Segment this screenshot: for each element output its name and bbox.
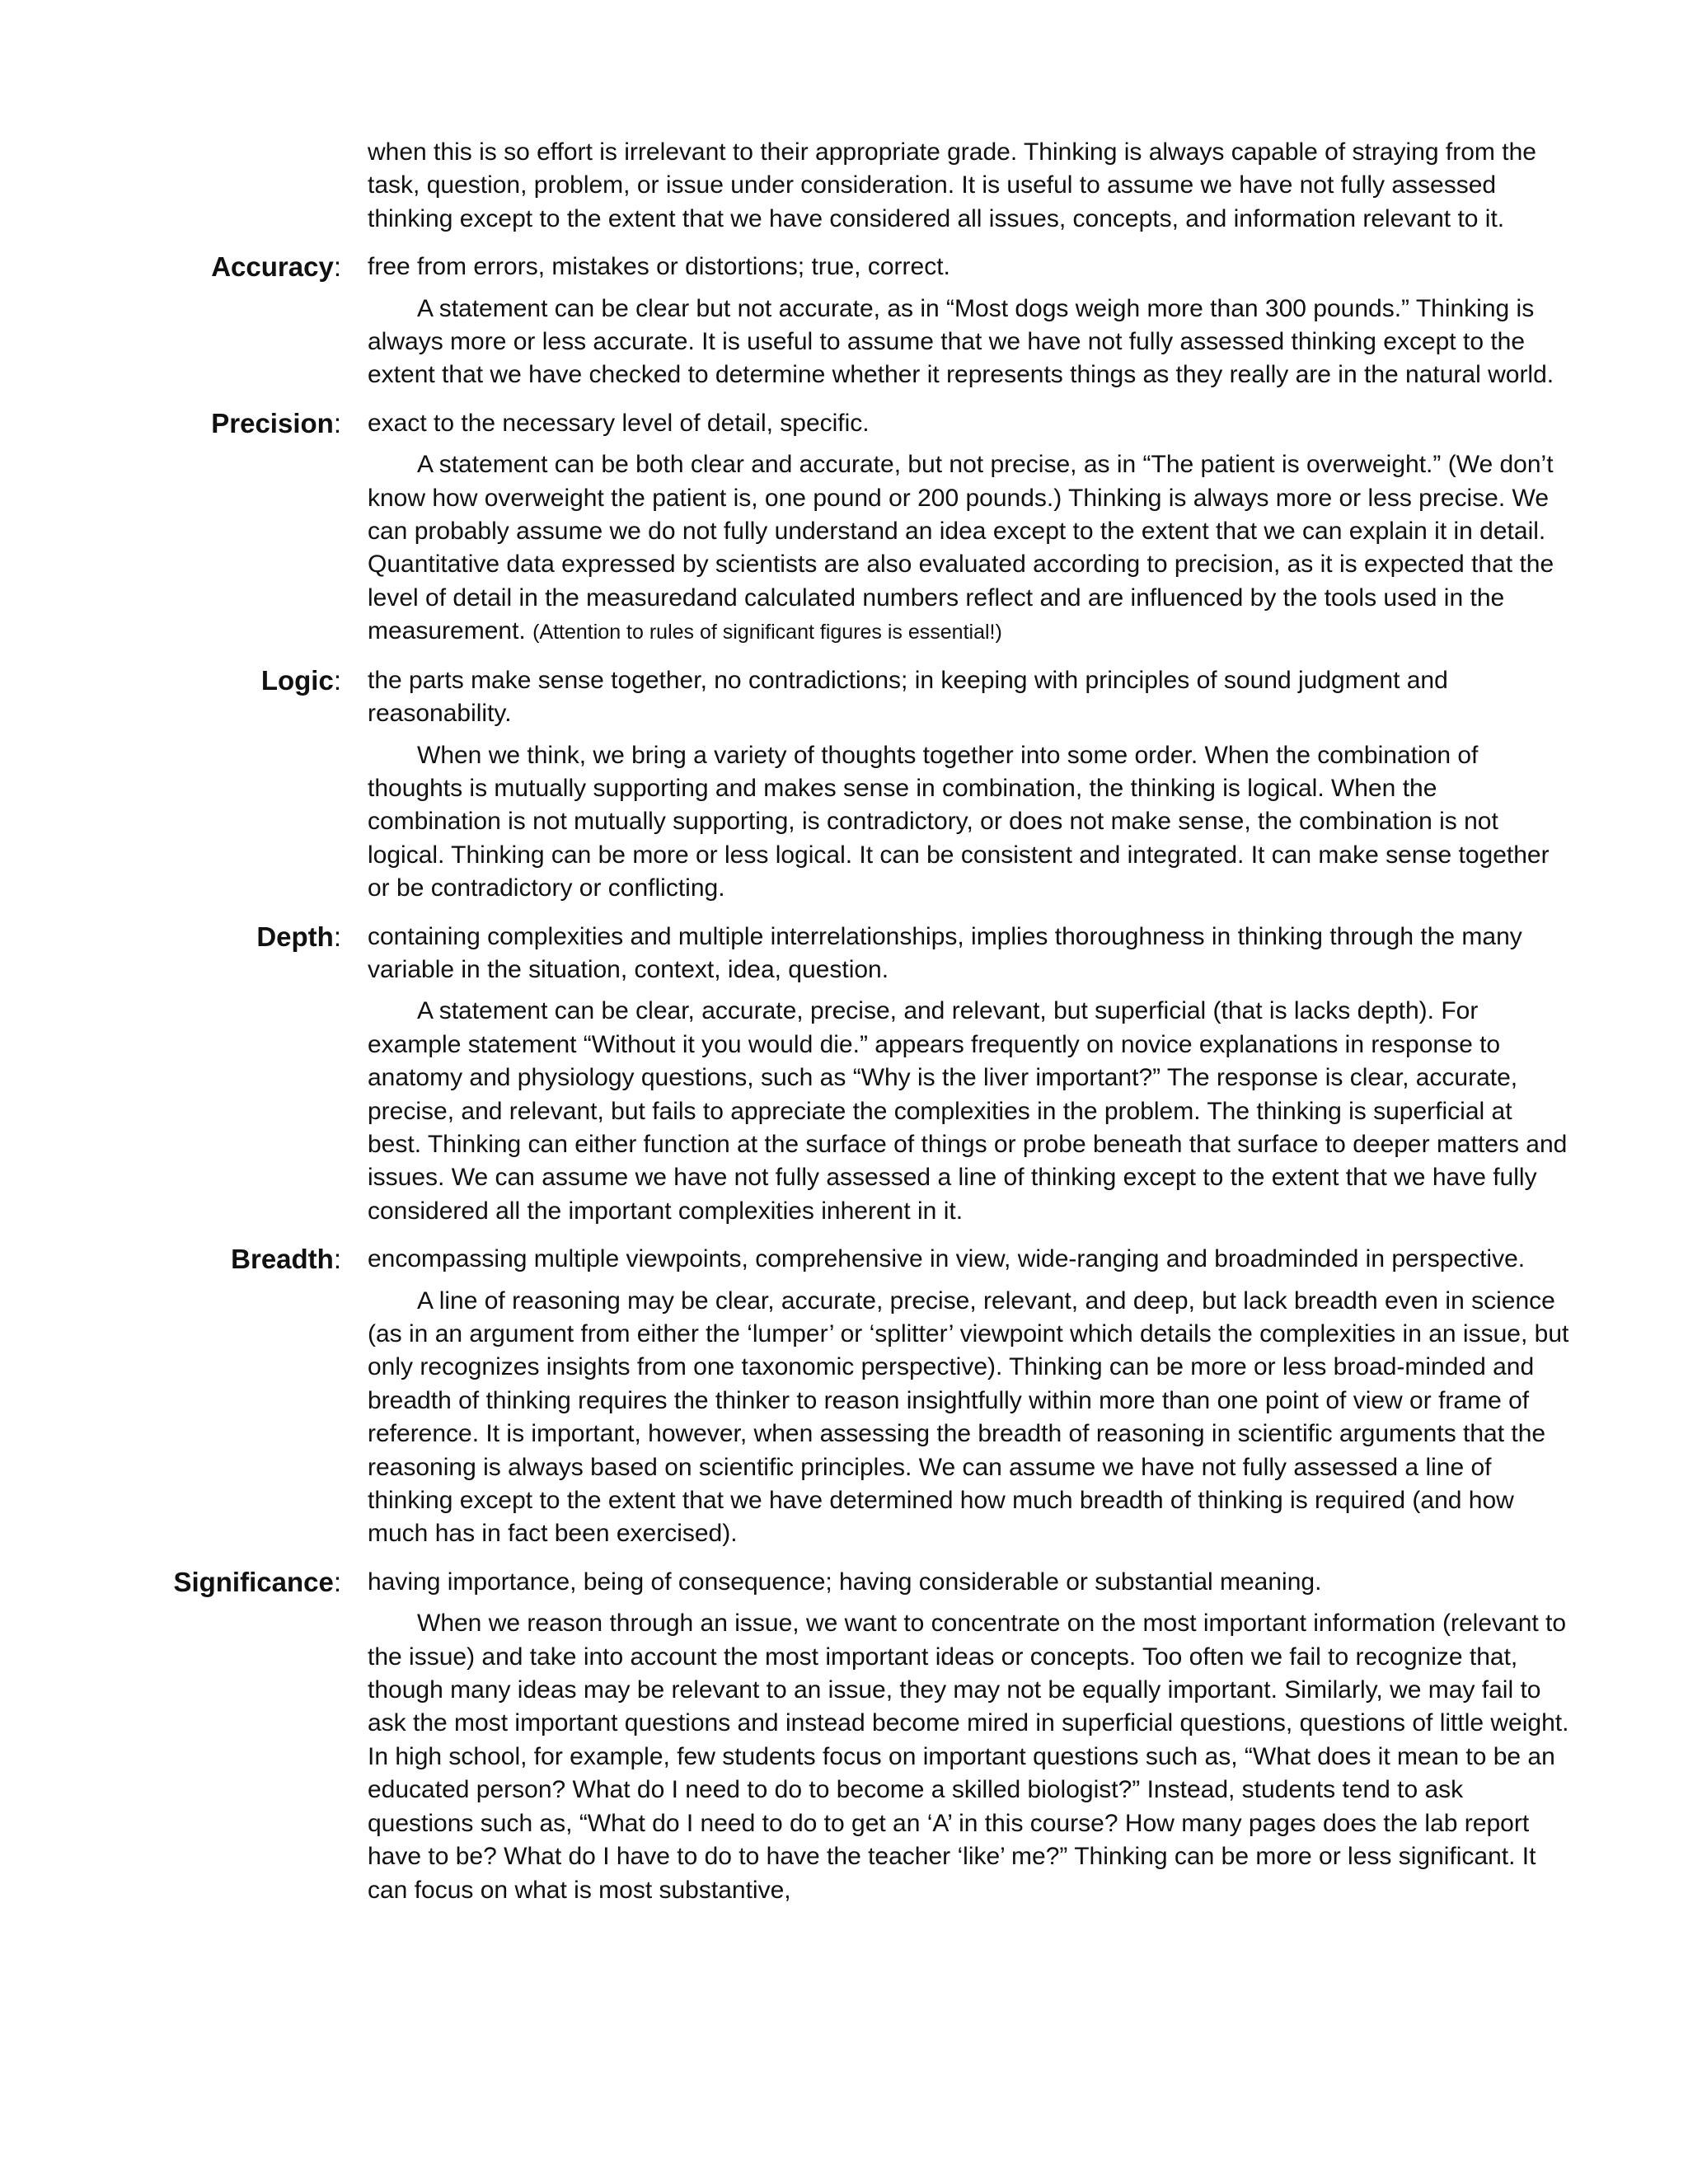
term-body: When we think, we bring a variety of thoughts together into some order. When the combination of thoughts is mutually supporting and makes sense in combination, the thinking is logical. When the combination is not mutually supporting, is contradictory, or does not make sense, the combination is not logical. Thinking can be more or less logical. It can be consistent and integrated. It can make sense together or be contradictory or conflicting. — [368, 741, 1550, 902]
term-definition: exact to the necessary level of detail, specific. — [368, 409, 870, 437]
term-definition: the parts make sense together, no contradictions; in keeping with principles of sound judgment and reasonability. — [368, 666, 1448, 728]
term-definition: encompassing multiple viewpoints, comprehensive in view, wide-ranging and broadminded in perspective. — [368, 1245, 1526, 1273]
document-content — [0, 136, 1688, 1907]
entry-significance — [0, 1566, 1688, 1907]
term-label: Precision: — [211, 407, 341, 438]
term-body: A line of reasoning may be clear, accurate, precise, relevant, and deep, but lack breadth even in science (as in an argument from either the ‘lumper’ or ‘splitter’ viewpoint which details the complexities in an issue, but only recognizes insights from one taxonomic perspective). Thinking can be more or less broad-minded and breadth of thinking requires the thinker to reason insightfully within more than one point of view or frame of reference. It is important, however, when assessing the breadth of reasoning in scientific arguments that the reasoning is always based on scientific principles. We can assume we have not fully assessed a line of thinking except to the extent that we have determined how much breadth of thinking is required (and how much has in fact been exercised). — [368, 1286, 1569, 1548]
term-definition: having importance, being of consequence; having considerable or substantial meaning. — [368, 1568, 1322, 1596]
term-definition: free from errors, mistakes or distortions; true, correct. — [368, 253, 950, 281]
term-row — [0, 251, 1688, 284]
entry-precision — [0, 407, 1688, 649]
intro-paragraph: when this is so effort is irrelevant to their appropriate grade. Thinking is always capable of straying from the task, question, problem, or issue under consideration. It is useful to assume we have not fully assessed thinking except to the extent that we have considered all issues, concepts, and information relevant to it. — [368, 138, 1536, 232]
entry-accuracy — [0, 251, 1688, 392]
term-body: When we reason through an issue, we want to concentrate on the most important information (relevant to the issue) and take into account the most important ideas or concepts. Too often we fail to recognize that, though many ideas may be relevant to an issue, they may not be equally important. Similarly, we may fail to ask the most important questions and instead become mired in superficial questions, questions of little weight. In high school, for example, few students focus on important questions such as, “What does it mean to be an educated person? What do I need to do to become a skilled biologist?” Instead, students tend to ask questions such as, “What do I need to do to get an ‘A’ in this course? How many pages does the lab report have to be? What do I have to do to have the teacher ‘like’ me?” Thinking can be more or less significant. It can focus on what is most substantive, — [368, 1610, 1569, 1904]
term-body-text: A statement can be both clear and accurate, but not precise, as in “The patient is overweight.” (We don’t know how overweight the patient is, one pound or 200 pounds.) Thinking is always more or less precise. We can probably assume we do not fully understand an idea except to the extent that we can explain it in detail. Quantitative data expressed by scientists are also evaluated according to precision, as it is expected that the level of detail in the measuredand calculated numbers reflect and are influenced by the tools used in the measurement. — [368, 451, 1554, 645]
term-row — [0, 921, 1688, 987]
entry-logic — [0, 664, 1688, 906]
term-note: (Attention to rules of significant figures is essential!) — [532, 621, 1002, 644]
entry-breadth — [0, 1243, 1688, 1551]
term-label: Significance: — [173, 1566, 341, 1597]
intro-section — [0, 136, 1688, 236]
term-label: Breadth: — [231, 1244, 341, 1275]
term-label: Accuracy: — [211, 251, 341, 283]
term-label: Depth: — [256, 921, 341, 952]
term-body — [368, 448, 1571, 649]
term-row — [0, 1243, 1688, 1276]
term-label: Logic: — [260, 664, 341, 696]
term-row — [0, 664, 1688, 731]
term-row — [0, 407, 1688, 440]
entry-depth — [0, 921, 1688, 1229]
term-body: A statement can be clear but not accurate, as in “Most dogs weigh more than 300 pounds.” Thinking is always more or less accurate. It is useful to assume that we have not fully assessed thinking except to the extent that we have checked to determine whether it represents things as they really are in the natural world. — [368, 294, 1554, 389]
term-definition: containing complexities and multiple interrelationships, implies thoroughness in thinking through the many variable in the situation, context, idea, question. — [368, 922, 1522, 983]
term-body: A statement can be clear, accurate, precise, and relevant, but superficial (that is lacks depth). For example statement “Without it you would die.” appears frequently on novice explanations in response to anatomy and physiology questions, such as “Why is the liver important?” The response is clear, accurate, precise, and relevant, but fails to appreciate the complexities in the problem. The thinking is superficial at best. Thinking can either function at the surface of things or probe beneath that surface to deeper matters and issues. We can assume we have not fully assessed a line of thinking except to the extent that we have fully considered all the important complexities inherent in it. — [368, 997, 1568, 1225]
term-row — [0, 1566, 1688, 1599]
